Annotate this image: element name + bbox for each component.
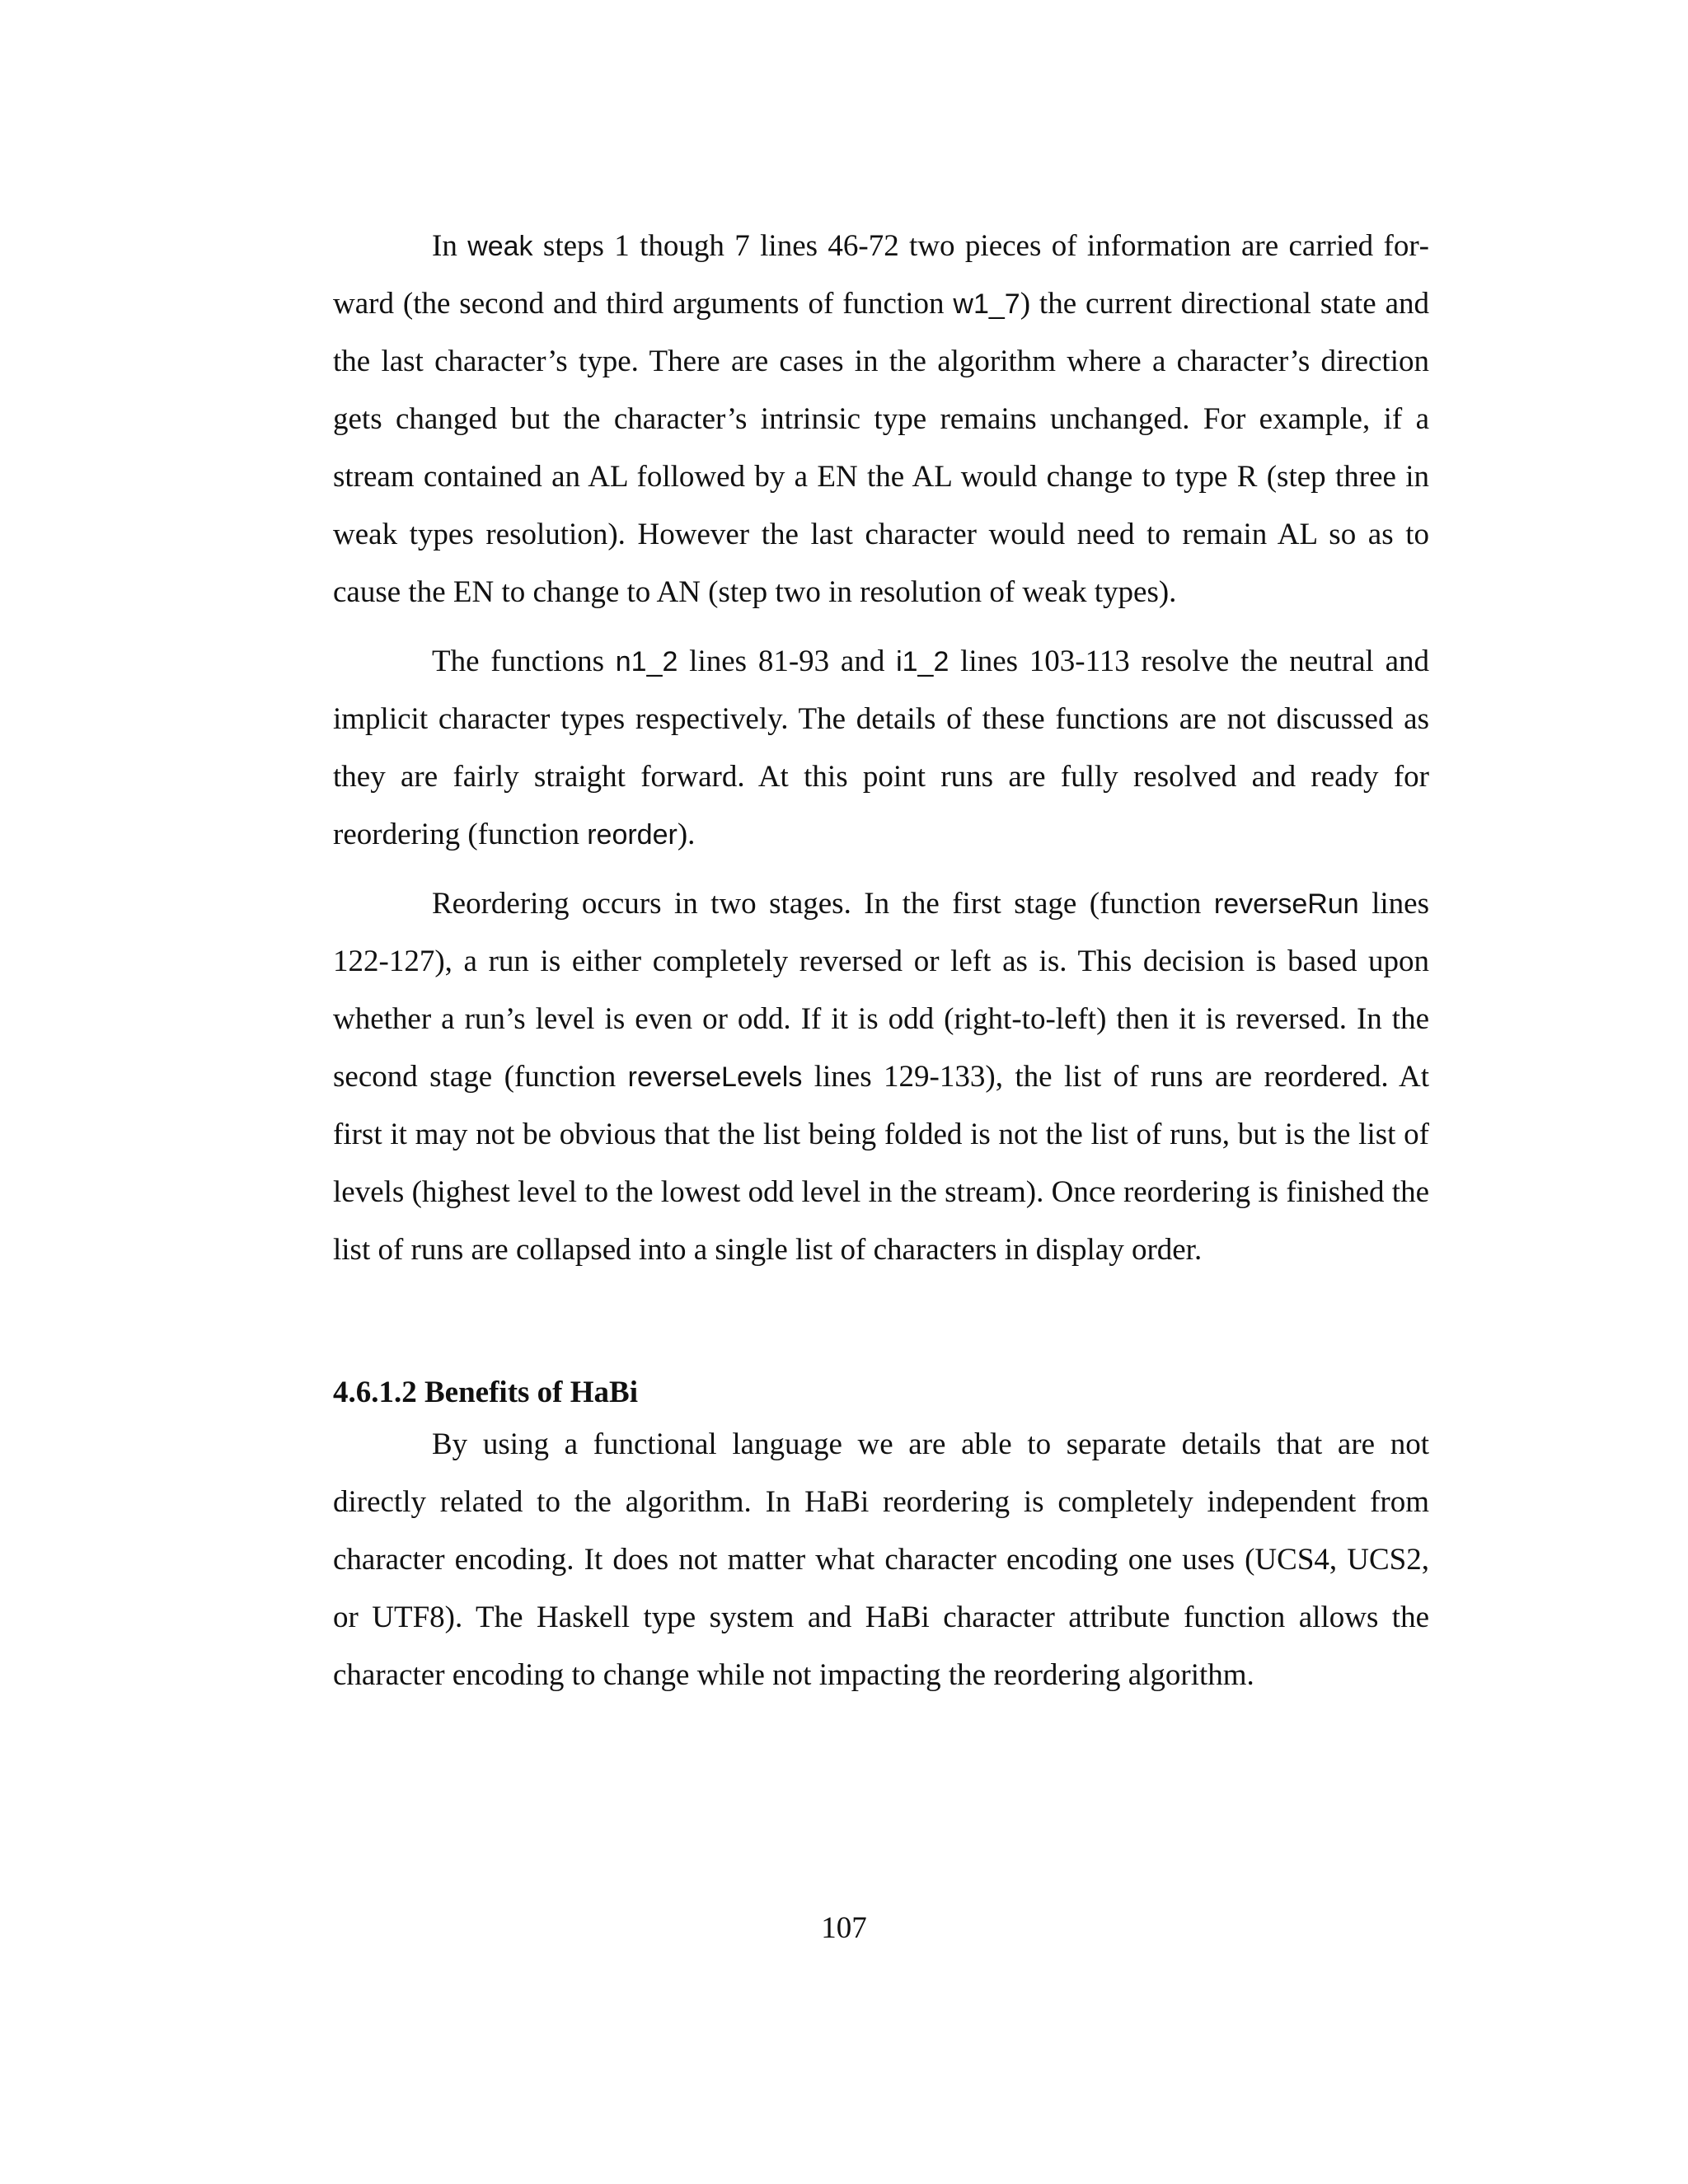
- text-run: By using a functional language we are able to separate details that are not directly related to the algorithm. In HaBi reordering is completely independent from character encoding. It does not matter what character encoding one uses (UCS4, UCS2, or UTF8). The Haskell type system and HaBi character attribute function allows the character encoding to change while not impacting the reordering algorithm.: [333, 1427, 1429, 1692]
- text-run: In: [432, 229, 468, 263]
- code-reorder: reorder: [587, 819, 678, 851]
- section-heading: 4.6.1.2 Benefits of HaBi: [333, 1376, 638, 1409]
- paragraph-neutral-implicit: [333, 633, 1429, 864]
- paragraph-weak-steps: [333, 218, 1429, 621]
- text-run: lines 129-133), the list of runs are reordered. At first it may not be obvious that the list being folded is not the list of runs, but is the list of levels (highest level to the lowest odd level in the stream). Once reordering is finished the list of runs are collapsed into a single list of characters in display order.: [333, 1060, 1429, 1267]
- text-run: steps 1 though 7 lines 46-72 two pieces of information are carried forward (the second and third arguments of function: [333, 229, 1429, 321]
- code-w1-7: w1_7: [953, 288, 1020, 320]
- section-benefits: [333, 1370, 1429, 1704]
- code-reverselevels: reverseLevels: [627, 1062, 803, 1093]
- text-run: The functions: [432, 644, 616, 678]
- text-run: lines 103-113 resolve the neutral and implicit character types respectively. The details of these functions are not discussed as they are fairly straight forward. At this point runs are fully resolved and ready for reordering (function: [333, 644, 1429, 851]
- code-weak: weak: [467, 231, 533, 262]
- text-run: Reordering occurs in two stages. In the first stage (function: [432, 887, 1214, 921]
- code-reverserun: reverseRun: [1213, 888, 1359, 920]
- paragraph-benefits: [333, 1416, 1429, 1704]
- text-run: ) the current directional state and the last character’s type. There are cases in the algorithm where a character’s direction gets changed but the character’s intrinsic type remains unchanged. For example, if a stream contained an AL followed by a EN the AL would change to type R (step three in weak types resolution). However the last character would need to remain AL so as to cause the EN to change to AN (step two in resolution of weak types).: [333, 287, 1429, 609]
- text-run: ).: [677, 818, 696, 851]
- page-number: 107: [821, 1911, 867, 1945]
- code-i1-2: i1_2: [896, 646, 950, 677]
- text-run: lines 122-127), a run is either completely reversed or left as is. This decision is based upon whether a run’s level is even or odd. If it is odd (right-to-left) then it is reversed. In the second stage (function: [333, 887, 1429, 1094]
- paragraph-reordering: [333, 875, 1429, 1279]
- body-text: [333, 218, 1429, 1279]
- text-run: lines 81-93 and: [678, 644, 897, 678]
- code-n1-2: n1_2: [615, 646, 678, 677]
